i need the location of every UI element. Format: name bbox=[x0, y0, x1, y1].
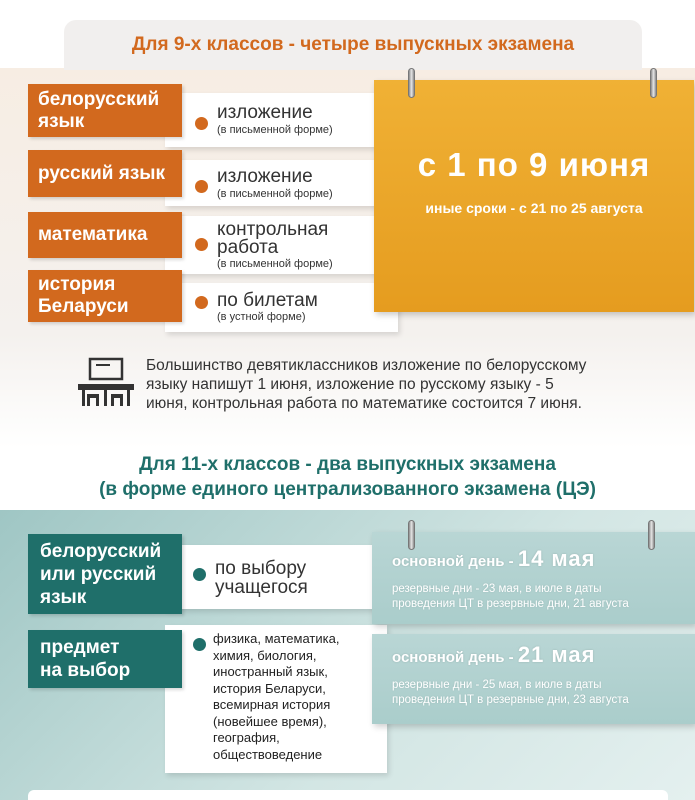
note-text bbox=[146, 356, 686, 413]
main-day-label: основной день - bbox=[392, 649, 518, 666]
note-line-2: языку напишут 1 июня, изложение по русскому языку - 5 bbox=[146, 376, 554, 393]
title-9-tab bbox=[64, 20, 642, 70]
main-day-label: основной день - bbox=[392, 553, 518, 570]
subject-choice-item: (новейшее время), bbox=[213, 713, 327, 729]
title-11-line2: (в форме единого централизованного экзамена (ЦЭ) bbox=[99, 479, 596, 500]
exam11-choice-card-2 bbox=[165, 625, 387, 773]
exam9-form-card-3 bbox=[165, 216, 390, 274]
calendar-ring-icon bbox=[408, 68, 415, 98]
calendar-11-1-reserve bbox=[392, 582, 629, 612]
calendar-ring-icon bbox=[650, 68, 657, 98]
main-day-date: 21 мая bbox=[517, 642, 596, 667]
exam9-form-card-4 bbox=[165, 283, 398, 332]
calendar-ring-icon bbox=[408, 520, 415, 550]
title-11 bbox=[0, 452, 695, 502]
calendar-11-2 bbox=[372, 634, 695, 724]
note-line-1: Большинство девятиклассников изложение по белорусскому bbox=[146, 357, 587, 374]
subject-choice-item: химия, биология, bbox=[213, 647, 317, 663]
calendar-ring-icon bbox=[648, 520, 655, 550]
exam9-subject-2 bbox=[28, 150, 182, 197]
calendar-11-1-main bbox=[392, 546, 595, 572]
bullet-dot bbox=[195, 180, 208, 193]
bullet-dot bbox=[193, 638, 206, 651]
exam9-subject-2-line1: русский язык bbox=[38, 162, 165, 184]
reserve-line: проведения ЦТ в резервные дни, 23 августа bbox=[392, 694, 629, 706]
exam11-subject-1-line3: язык bbox=[40, 586, 87, 608]
calendar-11-1 bbox=[372, 532, 695, 624]
calendar-11-2-reserve bbox=[392, 678, 629, 708]
exam9-form-2: изложение bbox=[217, 166, 313, 187]
exam9-subject-4-line2: Беларуси bbox=[38, 296, 129, 317]
exam11-subject-1-line2: или русский bbox=[40, 563, 157, 585]
calendar-9-main-date: с 1 по 9 июня bbox=[417, 146, 651, 183]
exam9-subject-1-line2: язык bbox=[38, 110, 85, 132]
exam9-form-note-2: (в письменной форме) bbox=[217, 188, 333, 200]
bullet-dot bbox=[195, 296, 208, 309]
exam11-subject-1 bbox=[28, 534, 182, 614]
exam11-choice-1-line1: по выбору bbox=[215, 558, 307, 579]
exam9-form-note-1: (в письменной форме) bbox=[217, 124, 333, 136]
exam9-form-3-line1: контрольная bbox=[217, 219, 329, 240]
exam9-form-1: изложение bbox=[217, 102, 313, 123]
exam9-form-note-3: (в письменной форме) bbox=[217, 258, 333, 270]
subject-choice-item: всемирная история bbox=[213, 697, 331, 712]
exam11-subject-1-line1: белорусский bbox=[40, 540, 162, 562]
subject-choice-item: иностранный язык, bbox=[213, 664, 328, 679]
exam11-subject-2-line1: предмет bbox=[40, 637, 120, 658]
exam9-subject-1 bbox=[28, 84, 182, 137]
exam9-subject-4-line1: история bbox=[38, 274, 116, 295]
title-11-line1: Для 11-х классов - два выпускных экзамена bbox=[139, 454, 556, 475]
reserve-line: резервные дни - 25 мая, в июле в даты bbox=[392, 679, 602, 691]
subject-choice-item: история Беларуси, bbox=[213, 680, 326, 696]
exam11-subject-2-line2: на выбор bbox=[40, 660, 131, 681]
exam9-form-card-1 bbox=[165, 93, 390, 147]
reserve-line: резервные дни - 23 мая, в июле в даты bbox=[392, 583, 602, 595]
note-line-3: июня, контрольная работа по математике состоится 7 июня. bbox=[146, 395, 582, 412]
exam9-subject-1-line1: белорусский bbox=[38, 88, 160, 110]
subject-choice-list bbox=[213, 631, 339, 763]
exam9-form-3-line2: работа bbox=[217, 237, 279, 258]
exam9-subject-3-line1: математика bbox=[38, 224, 148, 245]
title-9: Для 9-х классов - четыре выпускных экзамена bbox=[131, 34, 575, 55]
calendar-9 bbox=[374, 80, 694, 312]
exam11-choice-1-line2: учащегося bbox=[215, 577, 308, 598]
subject-choice-item: обществоведение bbox=[213, 746, 323, 762]
classroom-icon bbox=[76, 356, 136, 408]
calendar-11-2-main bbox=[392, 642, 595, 668]
bullet-dot bbox=[195, 238, 208, 251]
bullet-dot bbox=[195, 117, 208, 130]
exam9-form-note-4: (в устной форме) bbox=[217, 311, 306, 323]
main-day-date: 14 мая bbox=[517, 546, 596, 571]
subject-choice-item: география, bbox=[213, 730, 280, 745]
exam9-subject-3 bbox=[28, 212, 182, 258]
exam11-choice-card-1 bbox=[165, 545, 387, 609]
bottom-card-edge bbox=[28, 790, 668, 800]
exam9-form-card-2 bbox=[165, 160, 390, 206]
subject-choice-item: физика, математика, bbox=[213, 631, 340, 646]
exam11-subject-2 bbox=[28, 630, 182, 688]
calendar-9-alt-date: иные сроки - с 21 по 25 августа bbox=[425, 200, 643, 216]
bullet-dot bbox=[193, 568, 206, 581]
reserve-line: проведения ЦТ в резервные дни, 21 августа bbox=[392, 598, 629, 610]
exam9-form-4: по билетам bbox=[217, 290, 318, 311]
exam9-subject-4 bbox=[28, 270, 182, 322]
